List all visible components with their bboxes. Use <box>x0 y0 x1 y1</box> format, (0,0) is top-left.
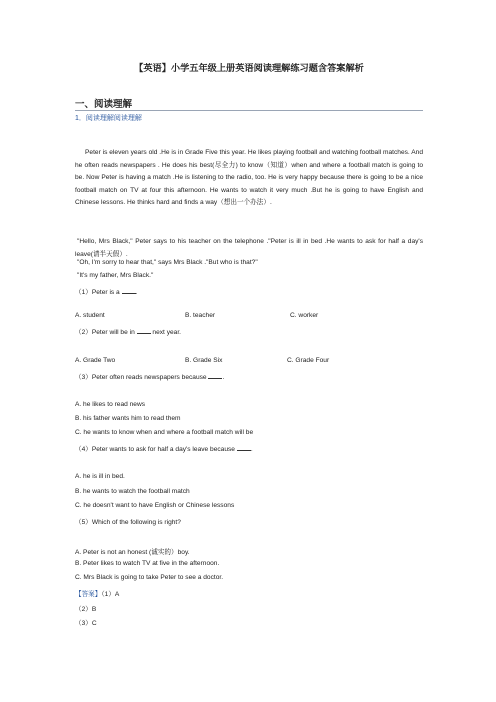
question-4-option-a: A. he is ill in bed. <box>75 473 125 480</box>
question-5-stem: （5）Which of the following is right? <box>75 519 181 526</box>
answer-blank <box>237 444 251 451</box>
question-4-option-b: B. he wants to watch the football match <box>75 488 190 495</box>
passage-paragraph-3: "Oh, I'm sorry to hear that," says Mrs Black ."But who is that?" <box>77 259 258 266</box>
answer-item-1: （1）A <box>101 591 120 598</box>
question-2-option-c: C. Grade Four <box>287 357 330 364</box>
answer-item-2: （2）B <box>75 606 97 613</box>
question-3-option-a: A. he likes to read news <box>75 401 146 408</box>
answer-line <box>75 588 119 598</box>
question-5-option-c: C. Mrs Black is going to take Peter to see a doctor. <box>75 574 224 581</box>
page-title: 【英语】小学五年级上册英语阅读理解练习题含答案解析 <box>134 63 364 73</box>
question-3: （3）Peter often reads newspapers because . <box>75 374 225 381</box>
question-2-option-b: B. Grade Six <box>185 357 223 364</box>
section-heading-text: 一、阅读理解 <box>75 99 133 110</box>
answer-tag: 【答案】 <box>75 591 102 598</box>
question-4: （4）Peter wants to ask for half a day's leave because . <box>75 446 253 453</box>
section-subheading: 1．阅读理解阅读理解 <box>75 115 142 122</box>
section-divider <box>75 110 423 111</box>
question-4-option-c: C. he doesn't want to have English or Chinese lessons <box>75 502 235 509</box>
question-2-stem: （2）Peter will be in <box>75 329 135 336</box>
question-1-option-c: C. worker <box>290 312 319 319</box>
question-3-option-c: C. he wants to know when and where a football match will be <box>75 429 254 436</box>
answer-item-3: （3）C <box>75 620 97 627</box>
answer-blank <box>208 372 222 379</box>
question-1-stem: （1）Peter is a <box>75 289 120 296</box>
answer-blank <box>137 327 151 334</box>
question-1-option-b: B. teacher <box>185 312 216 319</box>
question-2: （2）Peter will be in next year. <box>75 329 182 336</box>
question-3-stem: （3）Peter often reads newspapers because <box>75 374 207 381</box>
question-5-option-b: B. Peter likes to watch TV at five in the afternoon. <box>75 560 220 567</box>
question-4-stem: （4）Peter wants to ask for half a day's leave because <box>75 446 235 453</box>
section-heading <box>75 96 132 110</box>
question-5 <box>75 516 181 526</box>
answer-blank <box>122 287 136 294</box>
question-1-option-a: A. student <box>75 312 105 319</box>
question-1: （1）Peter is a . <box>75 289 138 296</box>
question-2-option-a: A. Grade Two <box>75 357 116 364</box>
passage-paragraph-1: Peter is eleven years old .He is in Grade Five this year. He likes playing football and watching football matches. And he often reads newspapers . He does his best(尽全力) to know（知道）when and where a football match is going to be. Now Peter is having a match .He is listening to the radio, too. He is very happy because there is going to be a nice football match on TV at four this afternoon. He wants to watch it very much .But he is going to have English and Chinese lessons. He thinks hard and finds a way（想出一个办法）. <box>75 149 423 207</box>
question-5-option-a: A. Peter is not an honest (诚实的）boy. <box>75 549 190 556</box>
question-3-option-b: B. his father wants him to read them <box>75 415 181 422</box>
passage-paragraph-4: "It's my father, Mrs Black." <box>77 272 154 279</box>
passage-paragraph-2: "Hello, Mrs Black," Peter says to his teacher on the telephone ."Peter is ill in bed .He wants to ask for half a day's leave(请半天假）. <box>75 238 423 258</box>
